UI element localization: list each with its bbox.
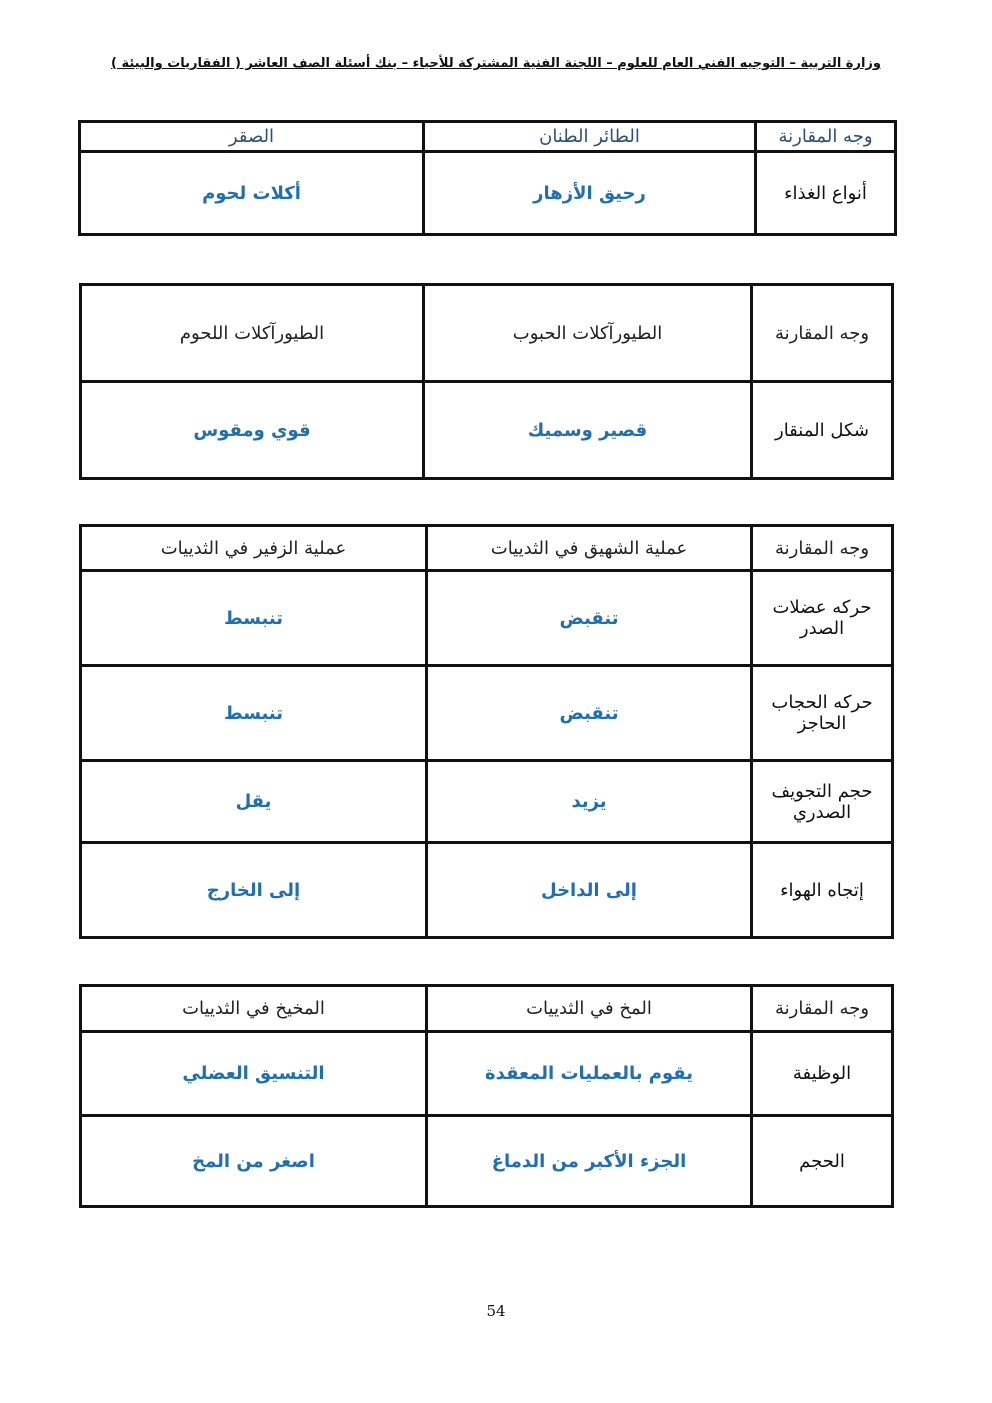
row-label: أنواع الغذاء	[756, 152, 896, 235]
table-row	[81, 1116, 893, 1207]
answer-cell: الجزء الأكبر من الدماغ	[427, 1116, 752, 1207]
table-header-row	[80, 122, 896, 152]
header-cell: الطيورآكلات اللحوم	[81, 285, 424, 382]
row-label: حركه الحجاب الحاجز	[752, 666, 893, 761]
row-label: إتجاه الهواء	[752, 843, 893, 938]
table-row	[81, 666, 893, 761]
answer-cell: يقوم بالعمليات المعقدة	[427, 1032, 752, 1116]
header-cell: وجه المقارنة	[752, 285, 893, 382]
answer-cell: يقل	[81, 761, 427, 843]
answer-cell: إلى الداخل	[427, 843, 752, 938]
comparison-table-breathing	[79, 524, 894, 939]
answer-cell: تنقبض	[427, 666, 752, 761]
answer-cell: رحيق الأزهار	[424, 152, 756, 235]
comparison-table-bird-beaks	[79, 283, 894, 480]
header-cell: الطائر الطنان	[424, 122, 756, 152]
page-number: 54	[486, 1302, 506, 1320]
header-cell: الطيورآكلات الحبوب	[424, 285, 752, 382]
answer-cell: اصغر من المخ	[81, 1116, 427, 1207]
table-row	[81, 843, 893, 938]
table-header-row	[81, 526, 893, 571]
row-label: حركه عضلات الصدر	[752, 571, 893, 666]
answer-cell: تنبسط	[81, 571, 427, 666]
table-row	[81, 1032, 893, 1116]
header-cell: وجه المقارنة	[756, 122, 896, 152]
answer-cell: تنقبض	[427, 571, 752, 666]
answer-cell: قوي ومقوس	[81, 382, 424, 479]
answer-cell: قصير وسميك	[424, 382, 752, 479]
header-cell: وجه المقارنة	[752, 986, 893, 1032]
answer-cell: يزيد	[427, 761, 752, 843]
header-cell: الصقر	[80, 122, 424, 152]
header-cell: المخيخ في الثدييات	[81, 986, 427, 1032]
comparison-table-brain	[79, 984, 894, 1208]
table-header-row	[81, 986, 893, 1032]
header-cell: عملية الزفير في الثدييات	[81, 526, 427, 571]
answer-cell: إلى الخارج	[81, 843, 427, 938]
answer-cell: تنبسط	[81, 666, 427, 761]
table-row	[81, 761, 893, 843]
answer-cell: التنسيق العضلي	[81, 1032, 427, 1116]
header-cell: وجه المقارنة	[752, 526, 893, 571]
row-label: حجم التجويف الصدري	[752, 761, 893, 843]
page-header: وزارة التربية – التوجيه الفني العام للعلوم – اللجنة الفنية المشتركة للأحياء – بنك أسئلة الصف العاشر ( الفقاريات والبيئة )	[110, 56, 881, 71]
answer-cell: أكلات لحوم	[80, 152, 424, 235]
table-row	[80, 152, 896, 235]
table-header-row	[81, 285, 893, 382]
row-label: شكل المنقار	[752, 382, 893, 479]
comparison-table-hummingbird-falcon	[78, 120, 897, 236]
table-row	[81, 571, 893, 666]
table-row	[81, 382, 893, 479]
header-cell: عملية الشهيق في الثدييات	[427, 526, 752, 571]
row-label: الوظيفة	[752, 1032, 893, 1116]
row-label: الحجم	[752, 1116, 893, 1207]
header-cell: المخ في الثدييات	[427, 986, 752, 1032]
